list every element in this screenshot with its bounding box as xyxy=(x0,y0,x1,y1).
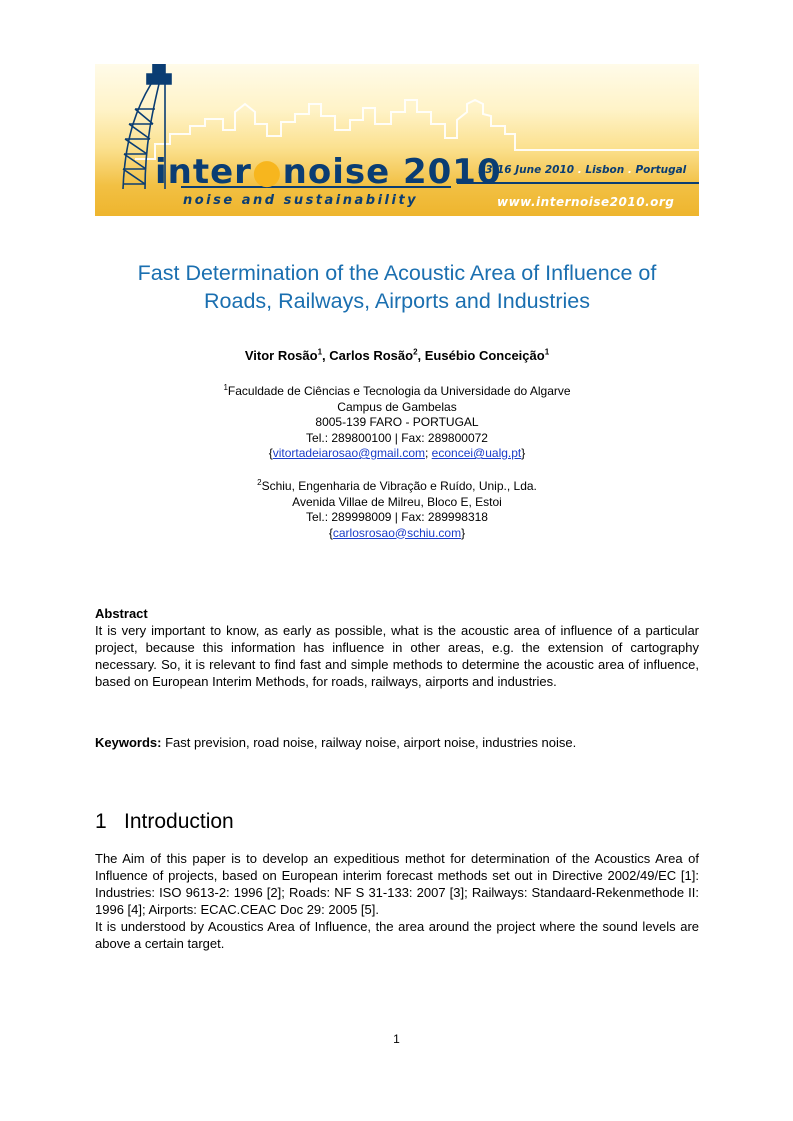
author-name: Eusébio Conceição xyxy=(424,348,545,363)
page-number: 1 xyxy=(393,1032,400,1046)
keywords-label: Keywords: xyxy=(95,735,162,750)
author-sup: 2 xyxy=(413,347,418,357)
brand-tagline: noise and sustainability xyxy=(183,193,419,208)
keywords xyxy=(95,735,576,750)
email-link[interactable]: carlosrosao@schiu.com xyxy=(332,525,462,540)
section-title: Introduction xyxy=(124,810,234,833)
author-sup: 1 xyxy=(317,347,323,357)
keywords-text: Fast prevision, road noise, railway noise, airport noise, industries noise. xyxy=(161,735,577,750)
author-name: Vitor Rosão xyxy=(244,348,318,363)
paper-title xyxy=(95,259,699,315)
skyline-outline xyxy=(135,100,699,159)
abstract-heading: Abstract xyxy=(95,606,148,621)
conference-banner xyxy=(95,64,699,216)
intro-paragraph-1: The Aim of this paper is to develop an expeditious methot for determination of the Acoustics Area of Influence of projects, based on European interim forecast methods set out in Directive 2002/49/EC [1]: Industries: ISO 9613-2: 1996 [2]; Roads: NF S 31-133: 2007 [3]; Railways: Standaard-Rekenmethode II: 1996 [4]; Airports: ECAC.CEAC Doc 29: 2005 [5]. xyxy=(95,851,699,917)
section-heading xyxy=(95,810,234,834)
email-link[interactable]: econcei@ualg.pt xyxy=(431,446,522,460)
author-name: Carlos Rosão xyxy=(329,348,414,363)
intro-paragraph-2: It is understood by Acoustics Area of Influence, the area around the project where the sound levels are above a certain target. xyxy=(95,919,699,951)
affiliation-1: $^1$Faculdade de Ciências e Tecnologia da Universidade do Algarve Campus de Gambelas 8005-139 FARO - PORTUGAL Tel.: 289800100 | Fax: 289800072 {vitortadeiarosao@gmail.com; econcei@ualg.pt} xyxy=(223,383,571,460)
author-list: Vitor Rosão$^1$, Carlos Rosão$^2$, Eusébio Conceição$^1$ xyxy=(244,347,550,363)
email-link[interactable]: vitortadeiarosao@gmail.com xyxy=(272,446,425,460)
title-line-2: Roads, Railways, Airports and Industries xyxy=(204,289,590,313)
section-number: 1 xyxy=(95,810,107,833)
title-line-1: Fast Determination of the Acoustic Area of Influence of xyxy=(137,261,657,285)
conference-website[interactable]: www.internoise2010.org xyxy=(497,195,675,209)
affiliation-2: $^2$Schiu, Engenharia de Vibração e Ruído, Unip., Lda. Avenida Villae de Milreu, Bloco E, Estoi Tel.: 289998009 | Fax: 289998318 {carlosrosao@schiu.com} xyxy=(257,478,537,540)
abstract-text: It is very important to know, as early as possible, what is the acoustic area of influence of a particular project, because this information has influence in other areas, e.g. the extension of cartography necessary. So, it is relevant to find fast and simple methods to determine the acoustic area of influence, based on European Interim Methods, for roads, railways, airports and industries. xyxy=(95,623,699,689)
brand-logo: inter●noise 2010 xyxy=(155,152,502,192)
author-sup: 1 xyxy=(544,347,550,357)
conference-dateline: 13-16 June 2010 . Lisbon . Portugal xyxy=(478,164,687,176)
